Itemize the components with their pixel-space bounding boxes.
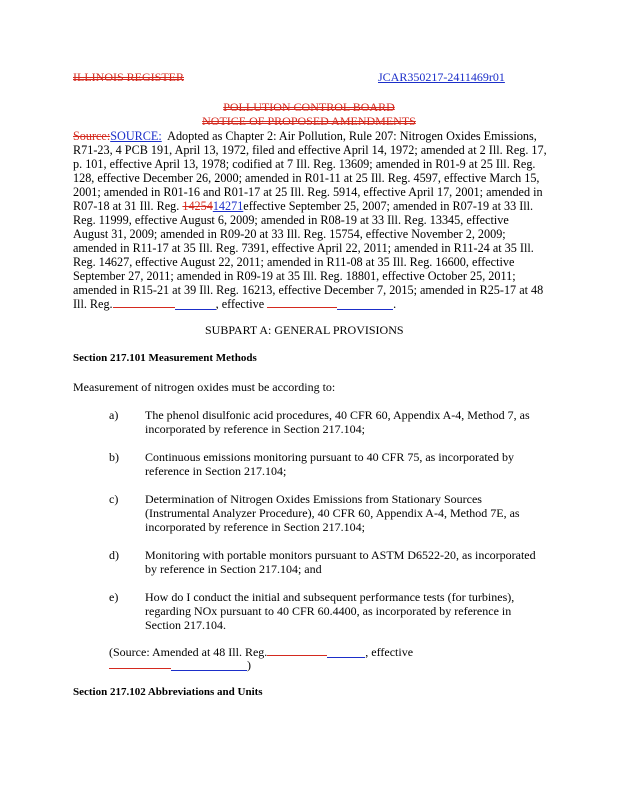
source-line-1: Source:SOURCE: Adopted as Chapter 2: Air Pollution, Rule 207: Nitrogen Oxides Emissions,: [73, 129, 537, 143]
item-e-line-2: regarding NOx pursuant to 40 CFR 60.4400, as incorporated by reference in: [145, 604, 512, 618]
source-line-8: August 31, 2009; amended in R09-20 at 33 Ill. Reg. 15754, effective November 2, 2009;: [73, 227, 506, 241]
source-line-2: R71-23, 4 PCB 191, April 13, 1972, filed and effective April 14, 1972; amended at 2 Ill. Reg. 17,: [73, 143, 547, 157]
source-line-6: R07-18 at 31 Ill. Reg. 1425414271effective September 25, 2007; amended in R07-19 at 33 Ill.: [73, 199, 534, 213]
item-d-line-1: Monitoring with portable monitors pursuant to ASTM D6522-20, as incorporated: [145, 548, 536, 562]
source-line-12: amended in R15-21 at 39 Ill. Reg. 16213, effective December 7, 2015; amended in R25-17 at 48: [73, 283, 544, 297]
deleted-register-page: 14254: [182, 199, 213, 213]
source-note-effective-blank: [109, 659, 247, 669]
source-line-13: Ill. Reg. , effective .: [73, 297, 397, 311]
item-a-line-1: The phenol disulfonic acid procedures, 40 CFR 60, Appendix A-4, Method 7, as: [145, 408, 530, 422]
item-e-line-1: How do I conduct the initial and subsequent performance tests (for turbines),: [145, 590, 515, 604]
notice-title: NOTICE OF PROPOSED AMENDMENTS: [202, 114, 416, 128]
section-217-101-heading: Section 217.101 Measurement Methods: [73, 352, 257, 364]
item-e-line-3: Section 217.104.: [145, 618, 226, 632]
source-line-10: Reg. 14627, effective August 22, 2011; amended in R11-08 at 35 Ill. Reg. 16600, effective: [73, 255, 515, 269]
item-marker-e: e): [109, 590, 119, 604]
register-blank: [113, 298, 216, 308]
register-header: ILLINOIS REGISTER: [73, 70, 184, 84]
effective-blank: [267, 298, 393, 308]
item-marker-c: c): [109, 492, 119, 506]
source-label-deleted: Source:: [73, 129, 111, 143]
item-c-line-3: incorporated by reference in Section 217.104;: [145, 520, 365, 534]
board-title: POLLUTION CONTROL BOARD: [223, 100, 395, 114]
source-label-inserted: SOURCE:: [110, 129, 162, 143]
source-line-7: Reg. 11999, effective August 6, 2009; amended in R08-19 at 33 Ill. Reg. 13345, effective: [73, 213, 509, 227]
source-line-5: 2001; amended in R01-16 and R01-17 at 25 Ill. Reg. 5914, effective April 17, 2001; amended in: [73, 185, 543, 199]
jcar-identifier: JCAR350217-2411469r01: [378, 70, 505, 84]
source-line-4: 128, effective December 26, 2000; amended in R01-11 at 25 Ill. Reg. 4597, effective March 15,: [73, 171, 540, 185]
item-a-line-2: incorporated by reference in Section 217.104;: [145, 422, 365, 436]
source-line-11: September 27, 2011; amended in R09-19 at 35 Ill. Reg. 18801, effective October 25, 2011;: [73, 269, 516, 283]
item-marker-a: a): [109, 408, 119, 422]
source-note-line-2: ): [109, 658, 251, 673]
item-c-line-2: (Instrumental Analyzer Procedure), 40 CFR 60, Appendix A-4, Method 7E, as: [145, 506, 520, 520]
source-note-register-blank: [267, 646, 365, 656]
item-marker-b: b): [109, 450, 119, 464]
item-b-line-2: reference in Section 217.104;: [145, 464, 287, 478]
item-marker-d: d): [109, 548, 119, 562]
source-note-line-1: (Source: Amended at 48 Ill. Reg. , effective: [109, 645, 414, 659]
source-line-3: p. 101, effective April 13, 1978; codified at 7 Ill. Reg. 13609; amended in R01-9 at 25 Ill. Reg.: [73, 157, 536, 171]
item-b-line-1: Continuous emissions monitoring pursuant to 40 CFR 75, as incorporated by: [145, 450, 514, 464]
section-217-102-heading: Section 217.102 Abbreviations and Units: [73, 686, 263, 698]
source-line-9: amended in R11-17 at 35 Ill. Reg. 7391, effective April 22, 2011; amended in R11-24 at 35 Ill.: [73, 241, 534, 255]
inserted-register-page: 14271: [212, 199, 244, 213]
subpart-heading: SUBPART A: GENERAL PROVISIONS: [205, 323, 404, 337]
item-c-line-1: Determination of Nitrogen Oxides Emissions from Stationary Sources: [145, 492, 482, 506]
item-d-line-2: by reference in Section 217.104; and: [145, 562, 322, 576]
section-intro: Measurement of nitrogen oxides must be according to:: [73, 380, 336, 394]
